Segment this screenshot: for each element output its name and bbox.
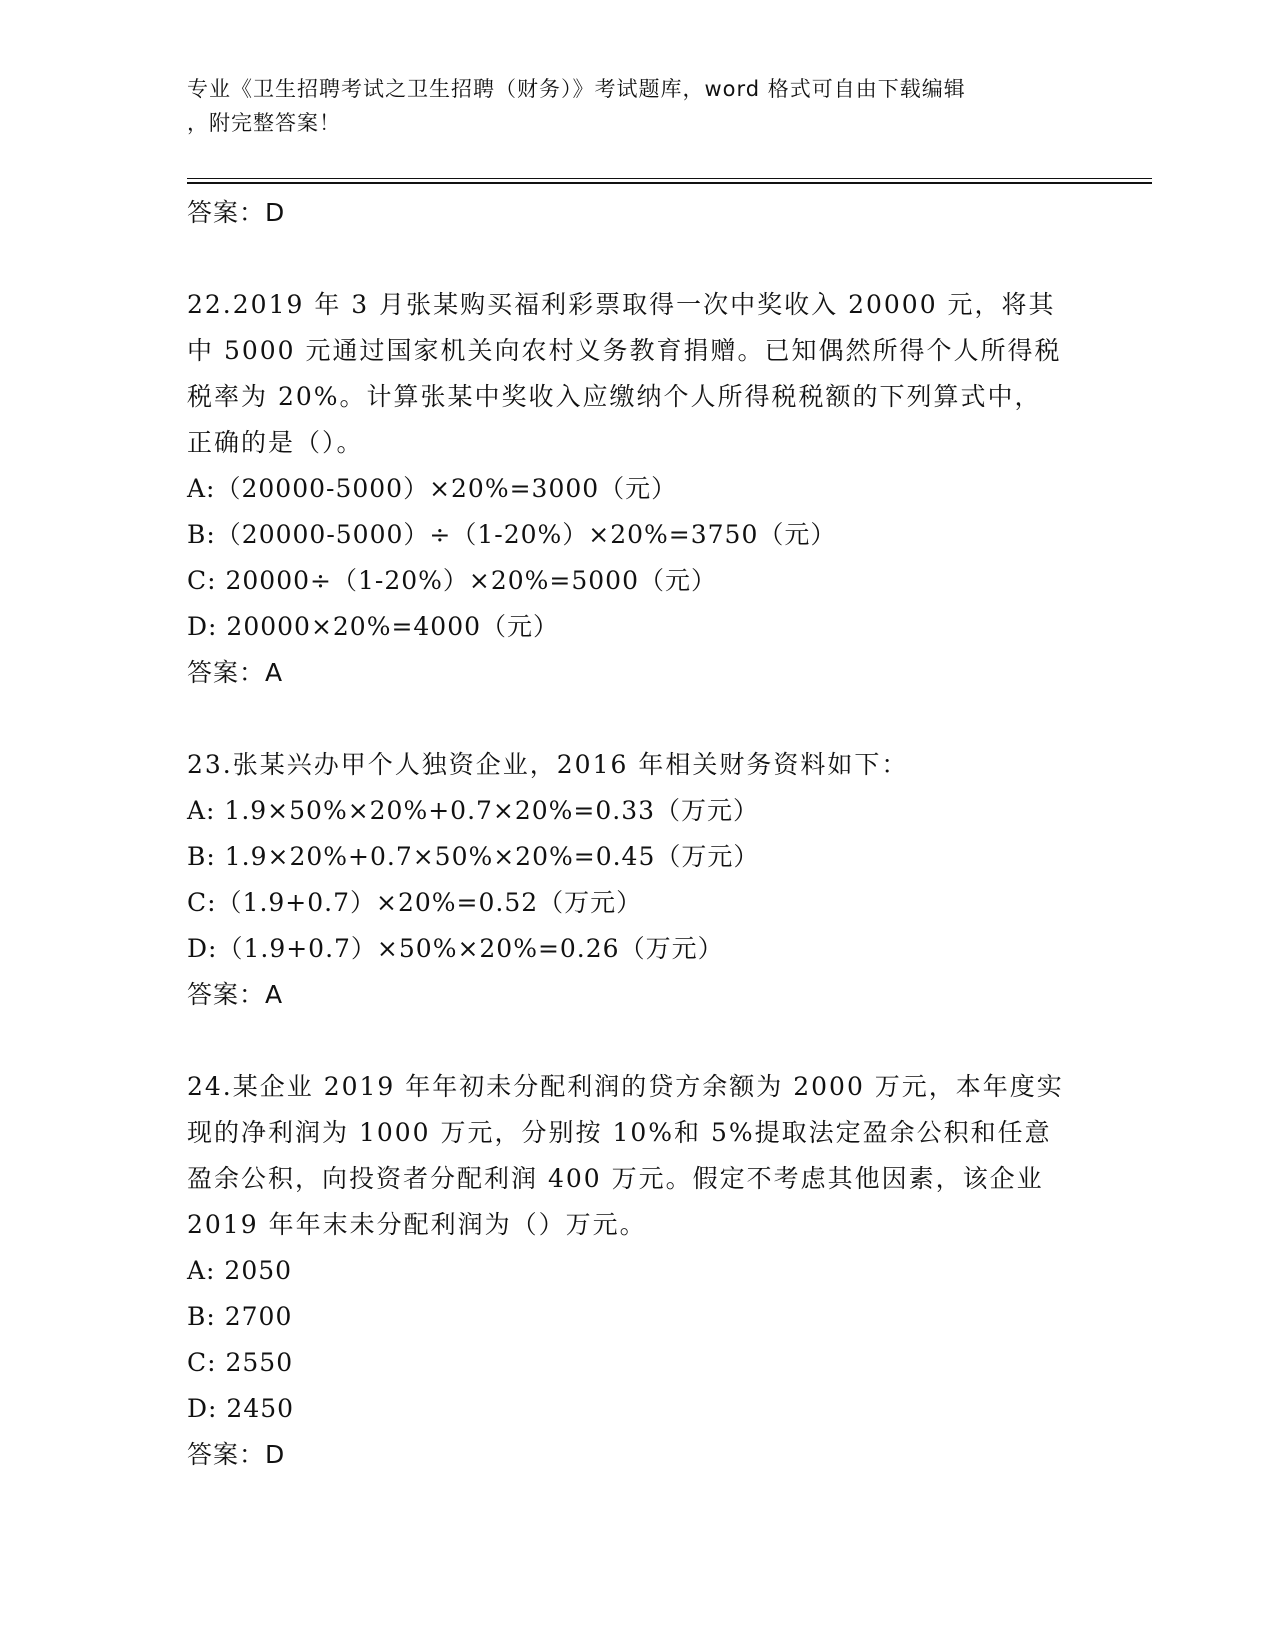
question-list xyxy=(187,190,1087,1478)
question-stem: 23.张某兴办甲个人独资企业，2016 年相关财务资料如下： xyxy=(187,750,909,779)
option-d: D: 20000×20%=4000（元） xyxy=(187,612,560,641)
question-24 xyxy=(187,1064,1087,1478)
question-answer: 答案：A xyxy=(187,658,284,687)
question-22 xyxy=(187,282,1087,696)
previous-answer: 答案：D xyxy=(187,198,286,227)
document-header xyxy=(187,72,1067,140)
option-a: A: 2050 xyxy=(187,1256,293,1285)
option-c: C: 2550 xyxy=(187,1348,294,1377)
header-divider-thin xyxy=(187,178,1152,179)
question-answer: 答案：A xyxy=(187,980,284,1009)
header-divider-thick xyxy=(187,182,1152,184)
option-c: C:（1.9+0.7）×20%=0.52（万元） xyxy=(187,888,643,917)
question-answer: 答案：D xyxy=(187,1440,286,1469)
option-a: A:（20000-5000）×20%=3000（元） xyxy=(187,474,678,503)
option-b: B:（20000-5000）÷（1-20%）×20%=3750（元） xyxy=(187,520,837,549)
question-stem: 22.2019 年 3 月张某购买福利彩票取得一次中奖收入 20000 元，将其中 5000 元通过国家机关向农村义务教育捐赠。已知偶然所得个人所得税税率为 20%。计算张某中奖收入应缴纳个人所得税税额的下列算式中，正确的是（）。 xyxy=(187,290,1062,457)
header-line-2: ，附完整答案！ xyxy=(187,111,341,135)
option-b: B: 1.9×20%+0.7×50%×20%=0.45（万元） xyxy=(187,842,760,871)
question-stem: 24.某企业 2019 年年初未分配利润的贷方余额为 2000 万元，本年度实现的净利润为 1000 万元，分别按 10%和 5%提取法定盈余公积和任意盈余公积，向投资者分配利润 400 万元。假定不考虑其他因素，该企业 2019 年年末未分配利润为（）万元。 xyxy=(187,1072,1064,1239)
header-line-1: 专业《卫生招聘考试之卫生招聘（财务）》考试题库，word 格式可自由下载编辑 xyxy=(187,77,966,101)
option-b: B: 2700 xyxy=(187,1302,293,1331)
option-d: D:（1.9+0.7）×50%×20%=0.26（万元） xyxy=(187,934,724,963)
option-a: A: 1.9×50%×20%+0.7×20%=0.33（万元） xyxy=(187,796,760,825)
question-23 xyxy=(187,742,1087,1018)
option-d: D: 2450 xyxy=(187,1394,295,1423)
option-c: C: 20000÷（1-20%）×20%=5000（元） xyxy=(187,566,717,595)
